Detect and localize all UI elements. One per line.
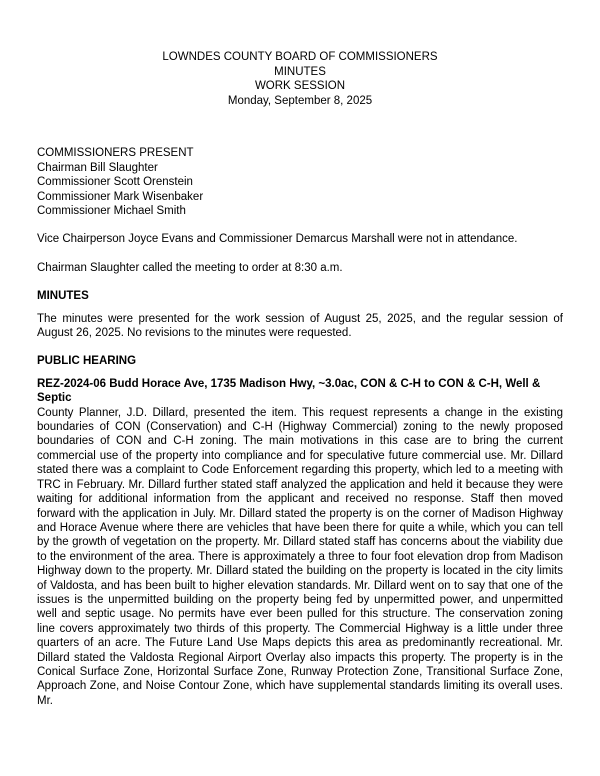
public-hearing-item (37, 377, 563, 708)
public-hearing-section (37, 354, 563, 708)
commissioner-name: Commissioner Michael Smith (37, 205, 186, 217)
minutes-heading: MINUTES (37, 290, 89, 303)
document-header (37, 50, 563, 108)
header-session-type: WORK SESSION (254, 80, 346, 93)
minutes-section (37, 289, 563, 340)
rezoning-item-body: County Planner, J.D. Dillard, presented the item. This request represents a change in the existing boundaries of CON (Conservation) and C-H (Highway Commercial) zoning to the newly proposed boundaries of CON and C-H zoning. The main motivations in this case are to bring the current commercial use of the property into compliance and for speculative future commercial use. Mr. Dillard stated there was a complaint to Code Enforcement regarding this property, which led to a meeting with TRC in February. Mr. Dillard further stated staff analyzed the application and held it because they were waiting for additional information from the applicant and received no response. Staff then moved forward with the application in July. Mr. Dillard stated the property is on the corner of Madison Highway and Horace Avenue where there are vehicles that have been there for quite a while, which you can tell by the growth of vegetation on the property. Mr. Dillard stated staff has concerns about the viability due to the environment of the area. There is approximately a three to four foot elevation drop from Madison Highway down to the property. Mr. Dillard stated the building on the property is located in the city limits of Valdosta, and has been built to higher elevation standards. Mr. Dillard went on to say that one of the issues is the unpermitted building on the property being fed by unpermitted power, and unpermitted well and septic usage. No permits have ever been pulled for this structure. The conservation zoning line covers approximately two thirds of this property. The Commercial Highway is a little under three quarters of an acre. The Future Land Use Maps depicts this area as predominantly recreational. Mr. Dillard stated the Valdosta Regional Airport Overlay also impacts this property. The property is in the Conical Surface Zone, Horizontal Surface Zone, Runway Protection Zone, Transitional Surface Zone, Approach Zone, and Noise Contour Zone, which have supplemental standards limiting its overall uses. Mr. (37, 406, 563, 707)
commissioners-present-heading: COMMISSIONERS PRESENT (37, 147, 194, 160)
commissioner-name: Commissioner Mark Wisenbaker (37, 190, 204, 203)
header-date: Monday, September 8, 2025 (227, 94, 373, 107)
commissioner-name: Chairman Bill Slaughter (37, 161, 158, 174)
header-org-name: LOWNDES COUNTY BOARD OF COMMISSIONERS (162, 51, 438, 63)
public-hearing-heading: PUBLIC HEARING (37, 355, 137, 368)
commissioners-present-section (37, 146, 563, 218)
call-to-order-note: Chairman Slaughter called the meeting to order at 8:30 a.m. (37, 261, 343, 274)
minutes-body: The minutes were presented for the work session of August 25, 2025, and the regular session of August 26, 2025. No revisions to the minutes were requested. (37, 312, 563, 340)
attendance-note: Vice Chairperson Joyce Evans and Commissioner Demarcus Marshall were not in attendance. (37, 233, 518, 246)
rezoning-item-title: REZ-2024-06 Budd Horace Ave, 1735 Madison Hwy, ~3.0ac, CON & C-H to CON & C-H, Well & Septic (37, 377, 541, 405)
commissioner-name: Commissioner Scott Orenstein (37, 176, 193, 189)
header-doc-type: MINUTES (274, 65, 326, 78)
